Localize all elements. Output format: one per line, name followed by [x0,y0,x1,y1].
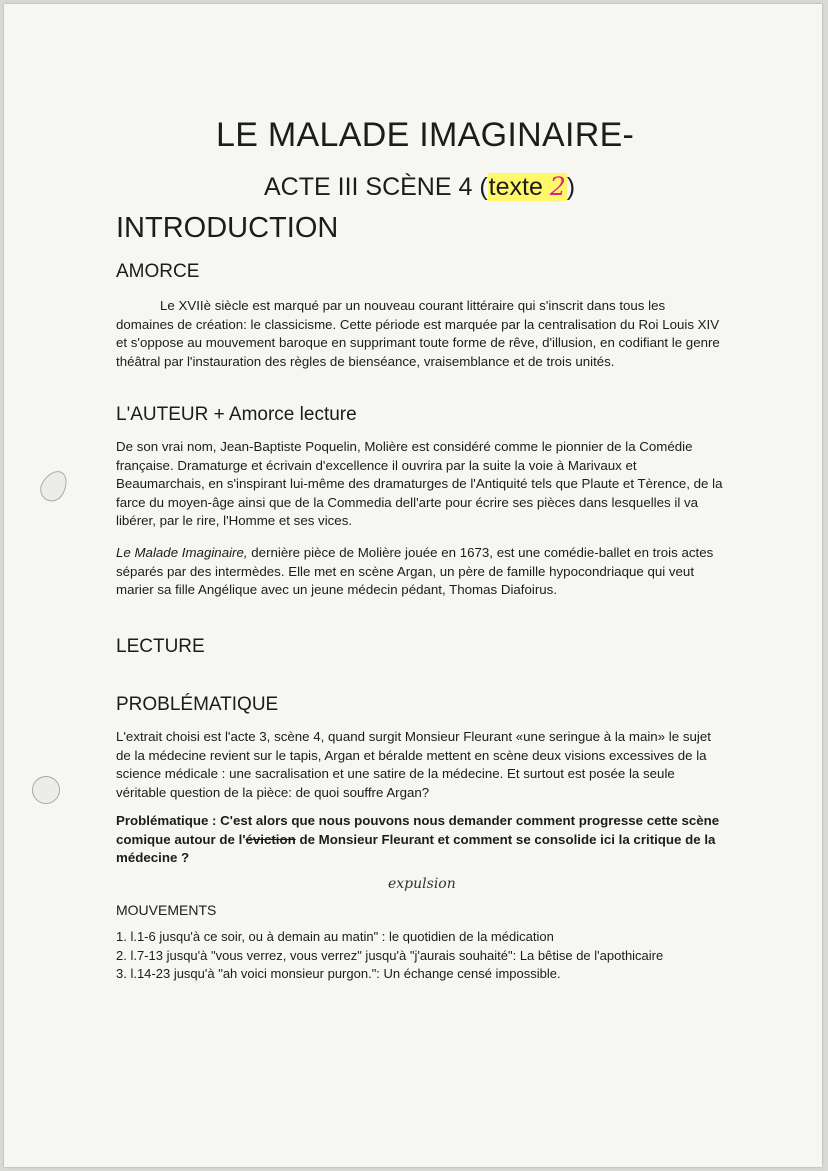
mouvement-item-1: 1. l.1-6 jusqu'à ce soir, ou à demain au matin" : le quotidien de la médication [116,929,554,944]
problematique-heading: PROBLÉMATIQUE [116,694,279,715]
play-title-italic: Le Malade Imaginaire, [116,545,248,560]
problematique-question-end: de Monsieur Fleurant et comment se consolide ici la critique de la médecine ? [116,831,716,865]
mouvements-heading: MOUVEMENTS [116,902,217,918]
mouvements-list [116,928,716,984]
page-subtitle [264,172,575,202]
page-title: LE MALADE IMAGINAIRE- [216,116,635,154]
auteur-heading: L'AUTEUR + Amorce lecture [116,404,357,425]
auteur-paragraph-1: De son vrai nom, Jean-Baptiste Poquelin, Molière est considéré comme le pionnier de la Comédie française. Dramaturge et écrivain d'excellence il ouvrira par la suite la voie à Marivaux et Beaumarchais, en s'inspirant lui-même des dramaturges de l'Antiquité tels que Plaute et Tèrence, de la farce du moyen-âge ainsi que de la Commedia dell'arte pour écrire ses pièces dans lesquelles il va libérer, par le rire, l'Homme et ses vices. [116,439,723,528]
problematique-question [116,812,726,868]
problematique-paragraph: L'extrait choisi est l'acte 3, scène 4, quand surgit Monsieur Fleurant «une seringue à la main» le sujet de la médecine revient sur le tapis, Argan et béralde mettent en scène deux visions excessives de la science médicale : une sacralisation et une satire de la médecine. Et surtout est posée la seule véritable question de la pièce: de quoi souffre Argan? [116,729,711,800]
subtitle-handwritten-number: 2 [549,172,566,201]
handwritten-correction: expulsion [388,876,456,892]
problematique-question-start: Problématique : C'est alors que nous pouvons nous demander comment progresse cette scène comique autour de l' [116,813,720,847]
subtitle-highlight-word: texte [488,173,550,201]
struck-word: éviction [245,831,296,847]
auteur-paragraph-2-rest: dernière pièce de Molière jouée en 1673, est une comédie-ballet en trois actes séparés par des intermèdes. Elle met en scène Argan, un père de famille hypocondriaque qui veut marier sa fille Angélique avec un jeune médecin pédant, Thomas Diafoirus. [116,545,714,597]
subtitle-paren-close: ) [566,173,576,201]
hole-punch-bottom [32,776,60,804]
mouvement-item-2: 2. l.7-13 jusqu'à "vous verrez, vous verrez" jusqu'à "j'aurais souhaité": La bêtise de l'apothicaire [116,947,664,963]
amorce-heading: AMORCE [116,261,200,282]
subtitle-paren-open: ( [479,173,488,201]
hole-punch-top [36,466,73,506]
amorce-paragraph: Le XVIIè siècle est marqué par un nouveau courant littéraire qui s'inscrit dans tous les domaines de création: le classicisme. Cette période est marquée par la centralisation du Roi Louis XIV et s'oppose au mouvement baroque en supprimant toute forme de rêve, d'illusion, en codifiant le genre théâtral par l'instauration des règles de bienséance, vraisemblance et de trois unités. [116,298,720,369]
auteur-paragraph-2 [116,544,726,600]
document-page [4,4,822,1167]
introduction-heading: INTRODUCTION [116,212,339,244]
subtitle-highlight [488,173,567,201]
mouvement-item-3: 3. l.14-23 jusqu'à "ah voici monsieur purgon.": Un échange censé impossible. [116,966,561,981]
lecture-heading: LECTURE [116,636,205,657]
subtitle-main: ACTE III SCÈNE 4 [264,173,480,201]
